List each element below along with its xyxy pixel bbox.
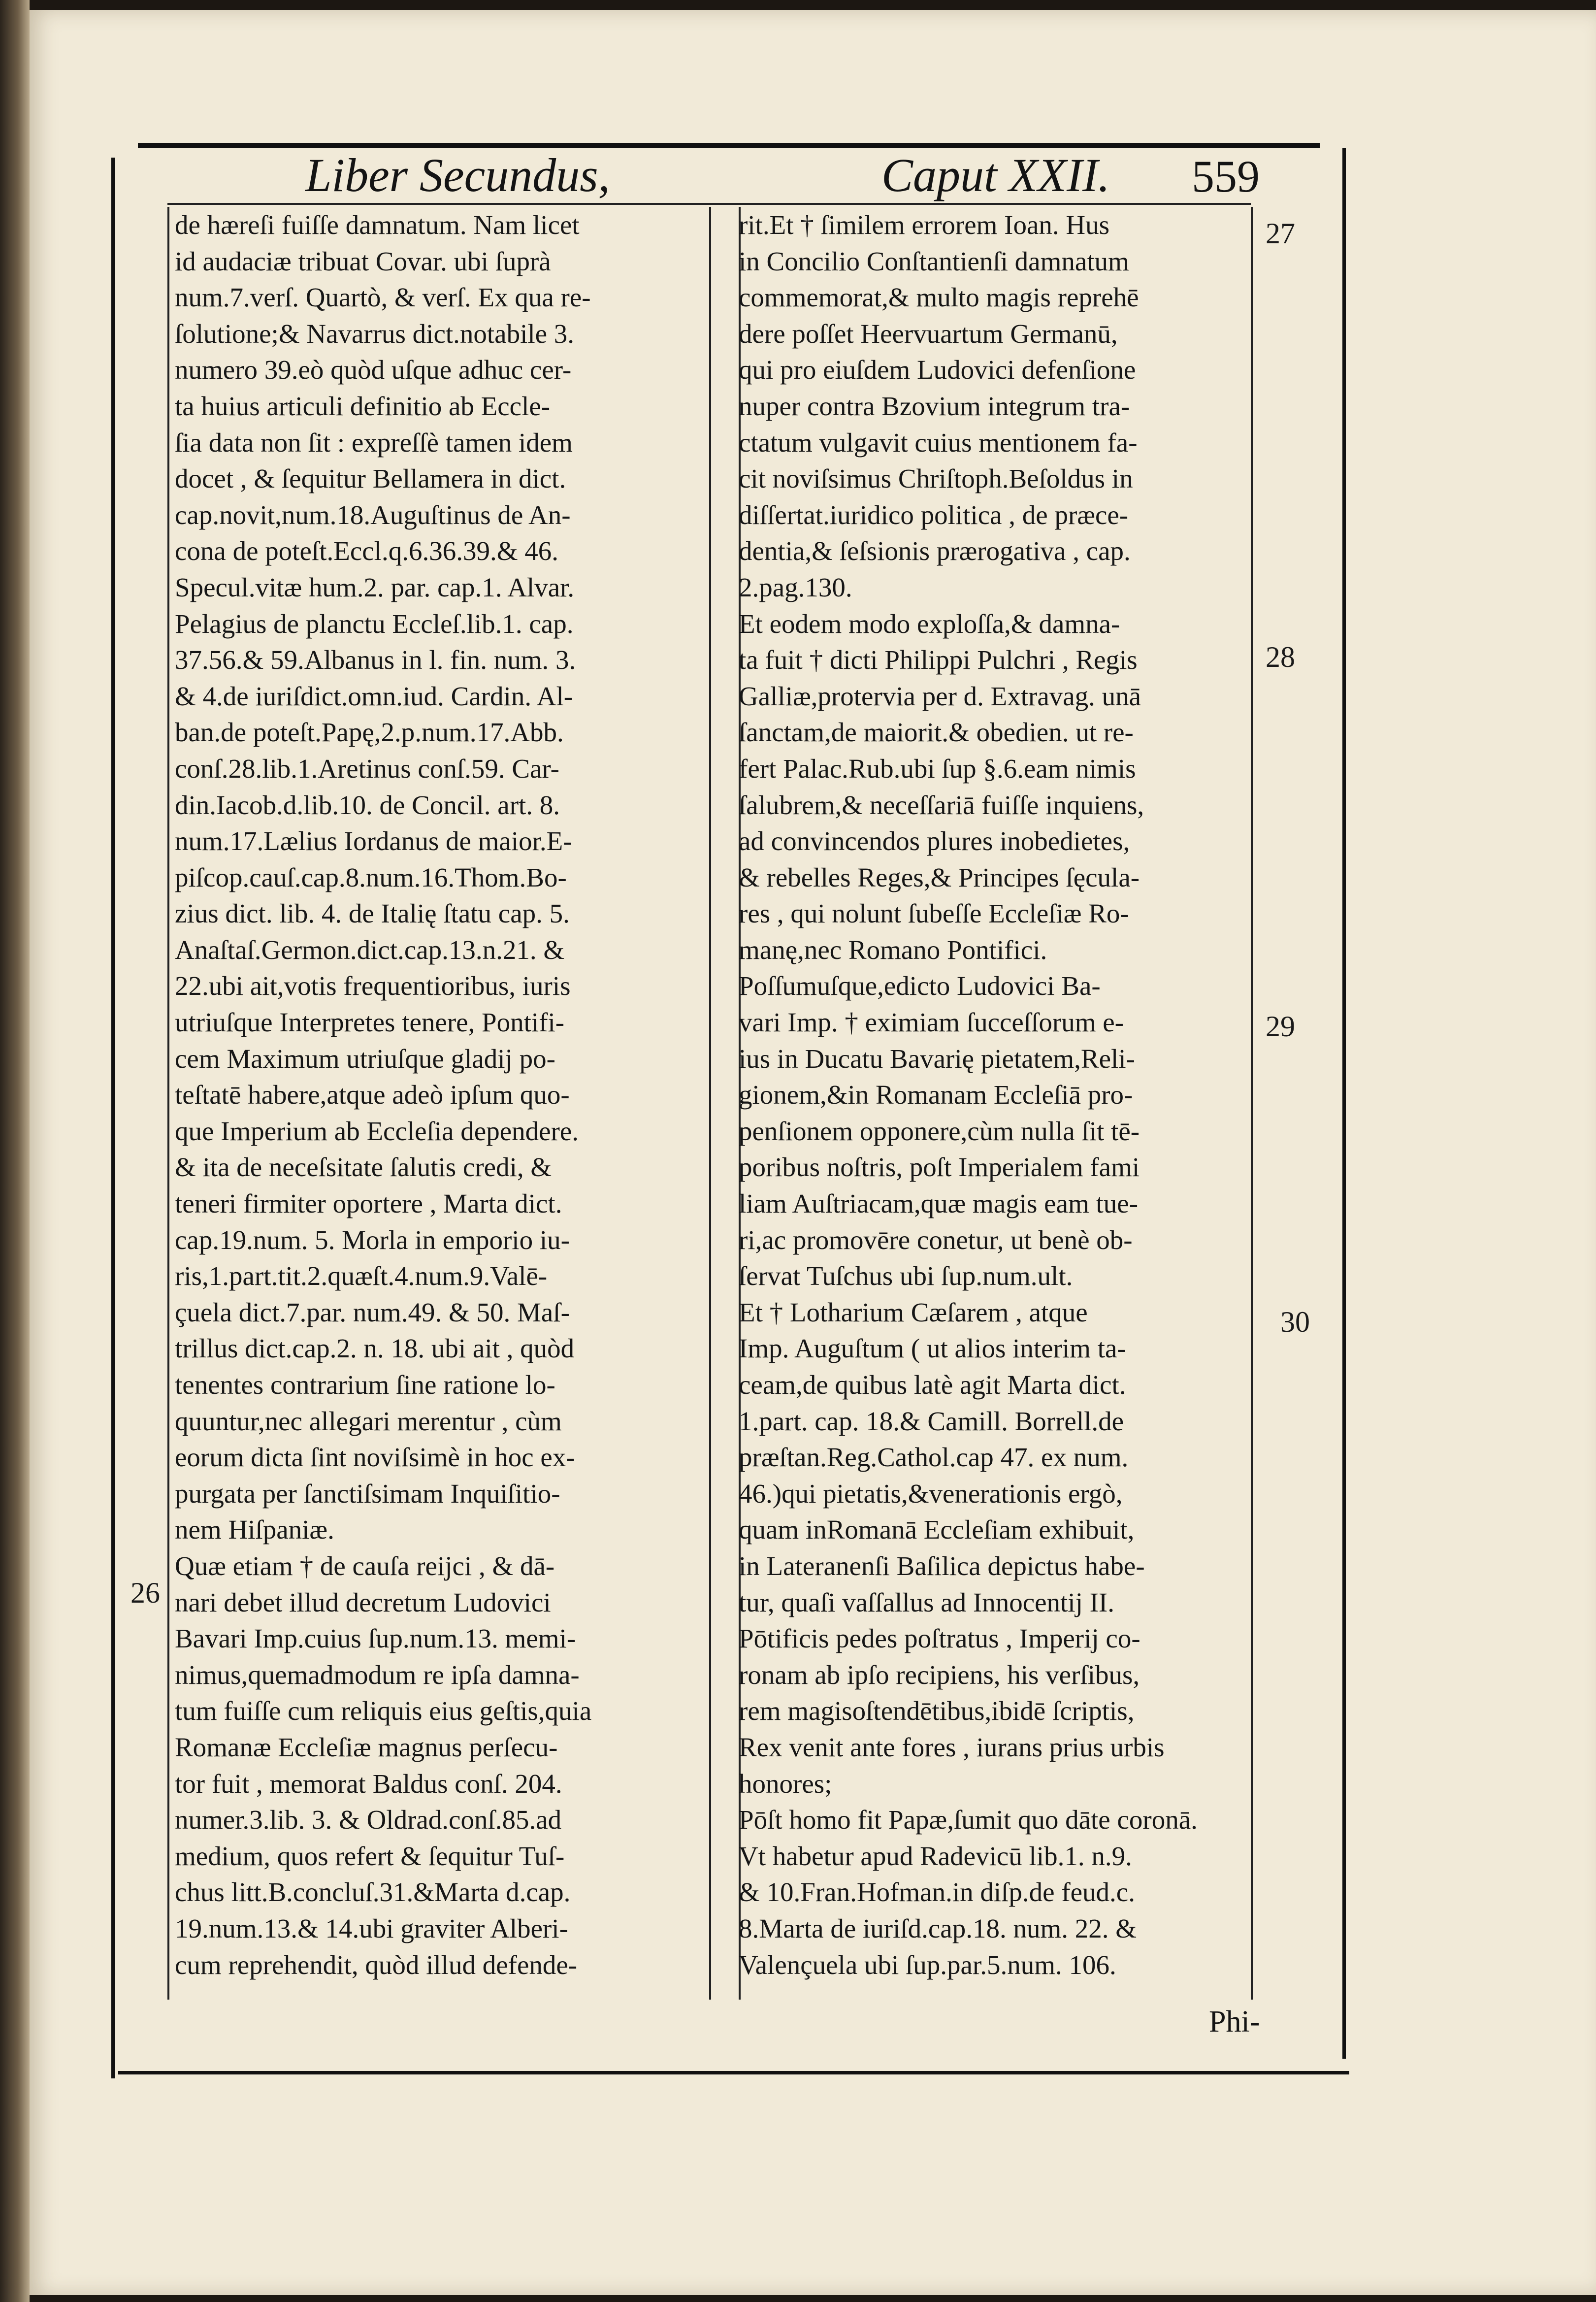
right-text-column (739, 207, 1256, 1983)
right-column-line: Valençuela ubi ſup.par.5.num. 106. (739, 1949, 1116, 1980)
right-column-line: & rebelles Reges,& Principes ſęcula- (739, 862, 1140, 892)
left-column-line: ſia data non ſit : expreſſè tamen idem (175, 427, 573, 458)
right-column-line: 8.Marta de iuriſd.cap.18. num. 22. & (739, 1913, 1137, 1943)
right-column-line: manę,nec Romano Pontifici. (739, 934, 1047, 965)
right-column-line: & 10.Fran.Hofman.in diſp.de feud.c. (739, 1877, 1135, 1907)
right-column-line: ceam,de quibus latè agit Marta dict. (739, 1370, 1126, 1400)
margin-number-28: 28 (1266, 641, 1295, 673)
right-column-line: ri,ac promovēre conetur, ut benè ob- (739, 1224, 1133, 1255)
right-column-line: liam Auſtriacam,quæ magis eam tue- (739, 1188, 1139, 1219)
right-column-line: honores; (739, 1768, 832, 1799)
right-column-line: gionem,&in Romanam Eccleſiā pro- (739, 1080, 1133, 1110)
right-column-line: in Lateranenſi Baſilica depictus habe- (739, 1550, 1145, 1581)
running-head-left: Liber Secundus, (305, 149, 610, 201)
right-column-line: 46.)qui pietatis,&venerationis ergò, (739, 1478, 1123, 1509)
margin-number-30: 30 (1280, 1306, 1310, 1338)
catchword: Phi- (1209, 2005, 1260, 2039)
right-column-line: dere poſſet Heervuartum Germanū, (739, 318, 1118, 349)
right-column-line: Et † Lotharium Cæſarem , atque (739, 1297, 1088, 1327)
left-column-line: eorum dicta ſint noviſsimè in hoc ex- (175, 1442, 575, 1473)
left-column-line: cap.19.num. 5. Morla in emporio iu- (175, 1224, 570, 1255)
margin-number-29: 29 (1266, 1010, 1295, 1043)
right-column-line: commemorat,& multo magis reprehē (739, 282, 1139, 313)
right-column-line: Et eodem modo exploſſa,& damna- (739, 608, 1120, 639)
frame-rule-right (1342, 148, 1346, 2059)
left-column-line: num.7.verſ. Quartò, & verſ. Ex qua re- (175, 282, 591, 313)
left-column-line: chus litt.B.concluſ.31.&Marta d.cap. (175, 1877, 571, 1907)
right-column-line: cit noviſsimus Chriſtoph.Beſoldus in (739, 463, 1133, 494)
left-column-line: zius dict. lib. 4. de Italię ſtatu cap. 5. (175, 898, 570, 929)
left-column-line: cap.novit,num.18.Auguſtinus de An- (175, 499, 571, 530)
right-column-line: ronam ab ipſo recipiens, his verſibus, (739, 1659, 1140, 1690)
right-column-line: rem magisoſtendētibus,ibidē ſcriptis, (739, 1696, 1135, 1726)
right-column-line: ſalubrem,& neceſſariā fuiſſe inquiens, (739, 789, 1144, 820)
right-column-line: in Concilio Conſtantienſi damnatum (739, 246, 1129, 276)
left-column-line: numero 39.eò quòd uſque adhuc cer- (175, 355, 572, 385)
right-column-line: ſervat Tuſchus ubi ſup.num.ult. (739, 1261, 1073, 1291)
left-column-line: Pelagius de planctu Eccleſ.lib.1. cap. (175, 608, 574, 639)
right-column-line: Galliæ,protervia per d. Extravag. unā (739, 681, 1141, 711)
right-column-line: Poſſumuſque,edicto Ludovici Ba- (739, 971, 1101, 1001)
column-rule-middle-left (709, 207, 711, 2000)
right-column-line: penſionem opponere,cùm nulla ſit tē- (739, 1116, 1140, 1146)
right-column-line: ad convincendos plures inobedietes, (739, 826, 1130, 856)
left-column-line: Anaſtaſ.Germon.dict.cap.13.n.21. & (175, 934, 565, 965)
right-column-line: Pōtificis pedes poſtratus , Imperij co- (739, 1623, 1140, 1654)
left-column-line: ſolutione;& Navarrus dict.notabile 3. (175, 318, 575, 349)
right-column-line: ſanctam,de maiorit.& obedien. ut re- (739, 717, 1134, 748)
left-text-column (175, 207, 702, 1983)
left-column-line: & ita de neceſsitate ſalutis credi, & (175, 1152, 552, 1183)
left-column-line: nem Hiſpaniæ. (175, 1514, 334, 1545)
right-column-line: qui pro eiuſdem Ludovici defenſione (739, 355, 1136, 385)
right-column-line: rit.Et † ſimilem errorem Ioan. Hus (739, 210, 1110, 240)
left-column-line: ban.de poteſt.Papę,2.p.num.17.Abb. (175, 717, 564, 748)
left-column-line: conſ.28.lib.1.Aretinus conſ.59. Car- (175, 753, 559, 784)
left-column-line: Bavari Imp.cuius ſup.num.13. memi- (175, 1623, 576, 1654)
left-column-line: Quæ etiam † de cauſa reijci , & dā- (175, 1550, 555, 1581)
left-column-line: id audaciæ tribuat Covar. ubi ſuprà (175, 246, 551, 276)
column-rule-left (167, 207, 169, 2000)
left-column-line: cem Maximum utriuſque gladij po- (175, 1043, 555, 1074)
right-column-line: tur, quaſi vaſſallus ad Innocentij II. (739, 1587, 1114, 1617)
left-column-line: tenentes contrarium ſine ratione lo- (175, 1370, 555, 1400)
left-column-line: 22.ubi ait,votis frequentioribus, iuris (175, 971, 571, 1001)
margin-number-26: 26 (130, 1577, 160, 1609)
left-column-line: teſtatē habere,atque adeò ipſum quo- (175, 1080, 570, 1110)
left-column-line: nari debet illud decretum Ludovici (175, 1587, 551, 1617)
left-column-line: & 4.de iuriſdict.omn.iud. Cardin. Al- (175, 681, 573, 711)
right-column-line: diſſertat.iuridico politica , de præce- (739, 499, 1129, 530)
right-column-line: vari Imp. † eximiam ſucceſſorum e- (739, 1007, 1124, 1038)
right-column-line: Vt habetur apud Radevicū lib.1. n.9. (739, 1841, 1132, 1871)
left-column-line: trillus dict.cap.2. n. 18. ubi ait , quòd (175, 1333, 575, 1364)
left-column-line: que Imperium ab Eccleſia dependere. (175, 1116, 579, 1146)
left-column-line: din.Iacob.d.lib.10. de Concil. art. 8. (175, 789, 560, 820)
left-column-line: ris,1.part.tit.2.quæſt.4.num.9.Valē- (175, 1261, 548, 1291)
right-column-line: Imp. Auguſtum ( ut alios interim ta- (739, 1333, 1126, 1364)
right-column-line: dentia,& ſeſsionis prærogativa , cap. (739, 536, 1131, 566)
left-column-line: cona de poteſt.Eccl.q.6.36.39.& 46. (175, 536, 558, 566)
left-column-line: tum fuiſſe cum reliquis eius geſtis,quia (175, 1696, 592, 1726)
left-column-line: purgata per ſanctiſsimam Inquiſitio- (175, 1478, 560, 1509)
frame-rule-bottom (118, 2071, 1349, 2074)
right-column-line: ius in Ducatu Bavarię pietatem,Reli- (739, 1043, 1135, 1074)
left-column-line: teneri firmiter oportere , Marta dict. (175, 1188, 562, 1219)
left-column-line: medium, quos refert & ſequitur Tuſ- (175, 1841, 565, 1871)
right-column-line: ctatum vulgavit cuius mentionem fa- (739, 427, 1138, 458)
right-column-line: res , qui nolunt ſubeſſe Eccleſiæ Ro- (739, 898, 1129, 929)
right-column-line: præſtan.Reg.Cathol.cap 47. ex num. (739, 1442, 1129, 1473)
left-column-line: utriuſque Interpretes tenere, Pontifi- (175, 1007, 565, 1038)
right-column-line: fert Palac.Rub.ubi ſup §.6.eam nimis (739, 753, 1136, 784)
right-column-line: Rex venit ante fores , iurans prius urbis (739, 1732, 1165, 1762)
left-column-line: 19.num.13.& 14.ubi graviter Alberi- (175, 1913, 568, 1943)
margin-number-27: 27 (1266, 217, 1295, 250)
page-number: 559 (1192, 151, 1260, 201)
right-column-line: nuper contra Bzovium integrum tra- (739, 391, 1130, 421)
left-column-line: Specul.vitæ hum.2. par. cap.1. Alvar. (175, 572, 575, 602)
left-column-line: 37.56.& 59.Albanus in l. fin. num. 3. (175, 645, 576, 675)
frame-rule-top (138, 143, 1320, 148)
left-column-line: nimus,quemadmodum re ipſa damna- (175, 1659, 580, 1690)
right-column-line: Pōſt homo fit Papæ,ſumit quo dāte coronā. (739, 1805, 1198, 1835)
left-column-line: piſcop.cauſ.cap.8.num.16.Thom.Bo- (175, 862, 567, 892)
left-column-line: cum reprehendit, quòd illud defende- (175, 1949, 578, 1980)
right-column-line: poribus noſtris, poſt Imperialem fami (739, 1152, 1140, 1183)
left-column-line: ta huius articuli definitio ab Eccle- (175, 391, 551, 421)
left-column-line: quuntur,nec allegari merentur , cùm (175, 1406, 562, 1436)
left-column-line: docet , & ſequitur Bellamera in dict. (175, 463, 566, 494)
left-column-line: tor fuit , memorat Baldus conſ. 204. (175, 1768, 562, 1799)
header-rule (167, 203, 1251, 205)
frame-rule-left (111, 158, 115, 2078)
left-column-line: numer.3.lib. 3. & Oldrad.conſ.85.ad (175, 1805, 562, 1835)
right-column-line: ta fuit † dicti Philippi Pulchri , Regis (739, 645, 1138, 675)
right-column-line: 1.part. cap. 18.& Camill. Borrell.de (739, 1406, 1124, 1436)
book-binding-edge (0, 0, 30, 2302)
left-column-line: Romanæ Eccleſiæ magnus perſecu- (175, 1732, 558, 1762)
right-column-line: quam inRomanā Eccleſiam exhibuit, (739, 1514, 1135, 1545)
left-column-line: çuela dict.7.par. num.49. & 50. Maſ- (175, 1297, 570, 1327)
left-column-line: de hæreſi fuiſſe damnatum. Nam licet (175, 210, 580, 240)
right-column-line: 2.pag.130. (739, 572, 852, 602)
running-head-center: Caput XXII. (881, 149, 1110, 201)
left-column-line: num.17.Lælius Iordanus de maior.E- (175, 826, 572, 856)
